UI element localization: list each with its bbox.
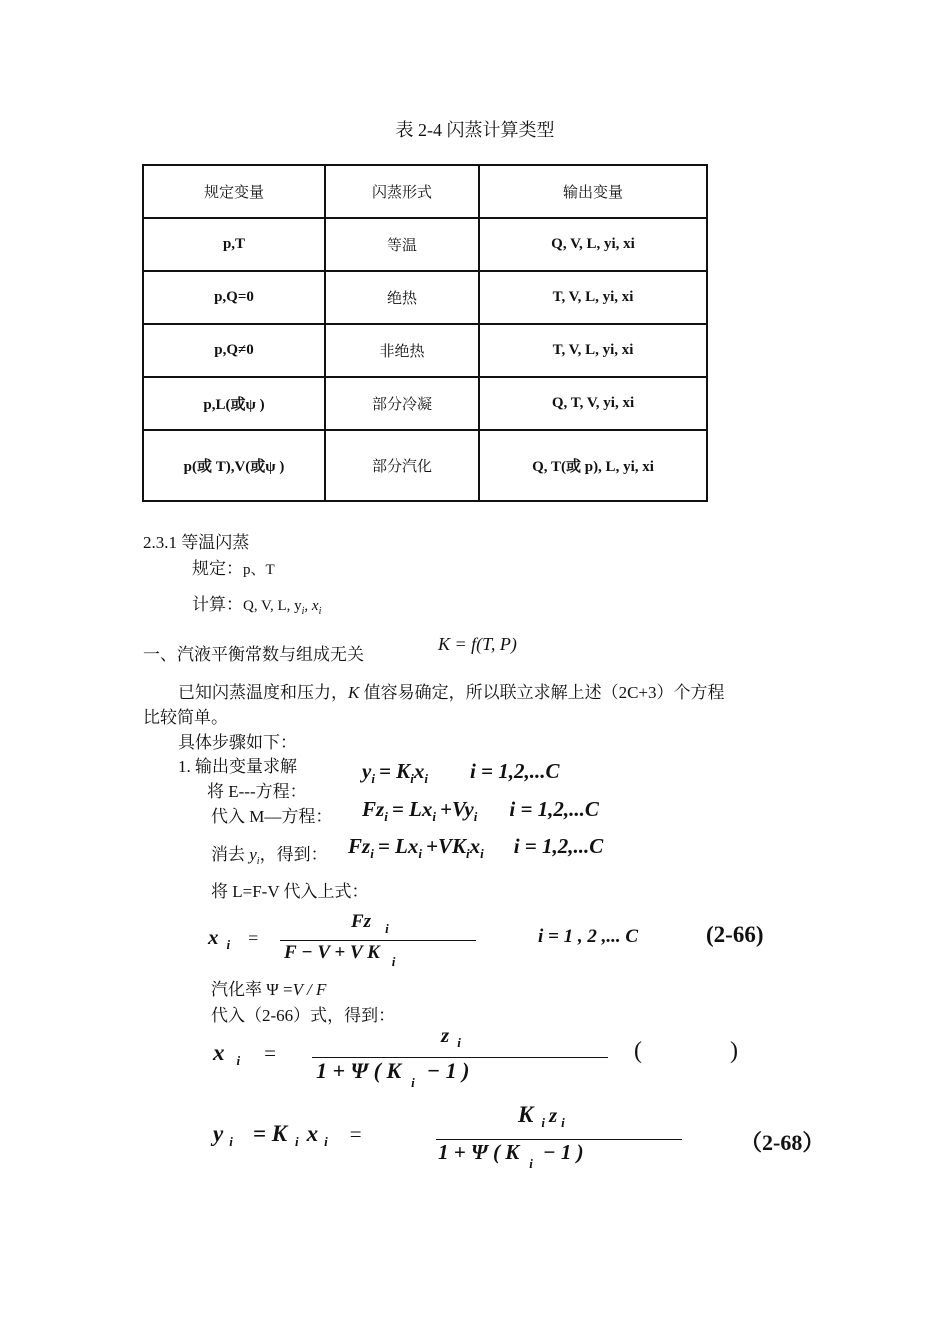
eq-var: +Vy	[439, 797, 474, 821]
calc-sub: i	[318, 606, 322, 617]
eq-sub: i	[457, 1035, 461, 1050]
step-substitute-l: 将 L=F-V 代入上式：	[211, 882, 369, 901]
eq66-fraction-bar	[280, 940, 476, 941]
eq66-denominator	[284, 942, 396, 969]
calc-x: , x	[304, 598, 319, 614]
eq68-lhs	[213, 1121, 362, 1147]
eq-var: − 1 )	[426, 1058, 470, 1083]
step-e-equation: 将 E---方程：	[207, 782, 307, 801]
eq-var: Fz	[351, 911, 372, 932]
header-output: 输出变量	[479, 165, 707, 218]
k-function-formula: K = f(T, P)	[438, 634, 517, 654]
eq68-denominator	[438, 1140, 584, 1171]
calc-label: 计算：	[192, 595, 243, 614]
eq66-range	[538, 926, 638, 948]
eq-var: x	[306, 1121, 319, 1146]
eq67-denominator	[316, 1058, 470, 1090]
cell-output: Q, T(或 p), L, yi, xi	[479, 430, 707, 501]
eq-var: F − V + V K	[284, 942, 380, 963]
eq-sub: i	[561, 1115, 565, 1130]
eq-sub: i	[410, 771, 414, 786]
equation-combined	[348, 834, 603, 859]
para-text: 值容易确定，所以联立求解上述（2C+3）个方程	[359, 683, 725, 702]
eq-sub: i	[480, 846, 484, 861]
eq-equals: =	[349, 1122, 362, 1146]
eq-var: K	[518, 1102, 534, 1127]
eq-var: z	[548, 1103, 558, 1127]
header-form: 闪蒸形式	[325, 165, 479, 218]
cell-spec: p,T	[143, 218, 325, 271]
eq-sub: i	[371, 771, 375, 786]
table-row	[143, 218, 707, 271]
eq-sub: i	[295, 1134, 299, 1149]
cell-form: 等温	[325, 218, 479, 271]
eq-range: i = 1 , 2 ,... C	[538, 926, 639, 947]
paragraph-known-conditions	[178, 678, 725, 703]
eq-sub: i	[541, 1115, 545, 1130]
eq-sub: i	[324, 1134, 328, 1149]
eq67-numerator	[441, 1023, 461, 1048]
cell-output: T, V, L, yi, xi	[479, 324, 707, 377]
eq-var: 1 + Ψ ( K	[316, 1058, 402, 1083]
spec-value: p、T	[243, 562, 275, 578]
step-eliminate	[211, 840, 328, 865]
table-row	[143, 324, 707, 377]
eq-var: z	[441, 1023, 450, 1047]
table-header-row	[143, 165, 707, 218]
eq-var: Fz	[362, 797, 385, 821]
eq-var: 1 + Ψ ( K	[438, 1140, 520, 1164]
eq-range: i = 1,2,...C	[509, 797, 599, 821]
part-one-heading: 一、汽液平衡常数与组成无关	[143, 645, 364, 664]
eq68-tag: （2-68）	[740, 1130, 825, 1155]
eq-var: Fz	[348, 834, 371, 858]
spec-label: 规定：	[192, 559, 243, 578]
flash-types-table	[142, 164, 708, 502]
psi-definition	[211, 975, 326, 1000]
eq-var: − 1 )	[542, 1140, 584, 1164]
table-row	[143, 430, 707, 501]
calc-line	[192, 590, 321, 615]
eq-equals: =	[248, 928, 259, 948]
eq-sub: i	[391, 954, 396, 969]
eq66-lhs	[208, 925, 258, 950]
table-row	[143, 271, 707, 324]
para-text: 已知闪蒸温度和压力，	[178, 683, 348, 702]
eq-sub: i	[385, 921, 389, 936]
eq67-lhs	[213, 1040, 276, 1066]
y-sub: i	[256, 856, 260, 867]
eq-var: x	[469, 834, 481, 858]
eq-sub: i	[432, 809, 436, 824]
eq-var: x	[213, 1040, 225, 1065]
eq67-tag-left: (	[634, 1038, 642, 1064]
psi-expr: V / F	[292, 980, 327, 999]
cell-spec: p,L(或ψ )	[143, 377, 325, 430]
elim-text: 消去	[211, 845, 250, 864]
eq66-numerator	[351, 911, 389, 936]
eq-var: y	[362, 759, 372, 783]
eq-equals: =	[264, 1041, 276, 1065]
steps-intro: 具体步骤如下：	[178, 733, 297, 752]
eq-range: i = 1,2,...C	[513, 834, 604, 858]
cell-spec: p(或 T),V(或ψ )	[143, 430, 325, 501]
substitute-266: 代入（2-66）式，得到：	[211, 1006, 396, 1025]
equation-m	[362, 797, 599, 822]
cell-spec: p,Q=0	[143, 271, 325, 324]
cell-output: Q, T, V, yi, xi	[479, 377, 707, 430]
eq-var: = Lx	[377, 834, 419, 858]
cell-form: 部分汽化	[325, 430, 479, 501]
eq-sub: i	[529, 1156, 533, 1171]
k-symbol: K	[348, 683, 360, 702]
eq-var: = K	[378, 759, 411, 783]
cell-output: Q, V, L, yi, xi	[479, 218, 707, 271]
step-m-equation: 代入 M—方程：	[211, 807, 333, 826]
eq-var: = K	[252, 1121, 288, 1146]
eq-sub: i	[473, 809, 478, 824]
section-heading: 2.3.1 等温闪蒸	[143, 533, 250, 552]
eq-var: x	[208, 925, 219, 949]
eq-sub: i	[236, 1053, 241, 1068]
eq-sub: i	[226, 937, 231, 952]
eq-sub: i	[384, 809, 388, 824]
cell-form: 非绝热	[325, 324, 479, 377]
eq66-tag: (2-66)	[706, 922, 764, 947]
eq-sub: i	[418, 846, 422, 861]
elim-text: ，得到：	[259, 845, 328, 864]
eq-var: = Lx	[391, 797, 433, 821]
y-symbol: y	[249, 845, 257, 864]
table-row	[143, 377, 707, 430]
spec-line	[192, 554, 275, 579]
cell-output: T, V, L, yi, xi	[479, 271, 707, 324]
eq-sub: i	[424, 771, 428, 786]
calc-sub: i	[301, 606, 305, 617]
psi-label: 汽化率 Ψ =	[211, 980, 293, 999]
eq-sub: i	[370, 846, 374, 861]
eq67-tag-right: )	[730, 1038, 738, 1064]
eq-range: i = 1,2,...C	[469, 759, 560, 783]
cell-form: 部分冷凝	[325, 377, 479, 430]
paragraph-continue: 比较简单。	[143, 708, 228, 727]
cell-form: 绝热	[325, 271, 479, 324]
eq-sub: i	[229, 1134, 233, 1149]
table-caption: 表 2-4 闪蒸计算类型	[395, 120, 555, 140]
eq-sub: i	[411, 1075, 415, 1090]
eq-var: y	[213, 1121, 224, 1146]
step-one: 1. 输出变量求解	[178, 757, 297, 776]
eq68-numerator	[518, 1102, 565, 1128]
equation-e	[362, 759, 560, 784]
eq-var: x	[413, 759, 425, 783]
calc-value: Q, V, L, y	[243, 598, 302, 614]
eq-var: +VK	[425, 834, 466, 858]
eq-sub: i	[465, 846, 470, 861]
cell-spec: p,Q≠0	[143, 324, 325, 377]
header-spec: 规定变量	[143, 165, 325, 218]
